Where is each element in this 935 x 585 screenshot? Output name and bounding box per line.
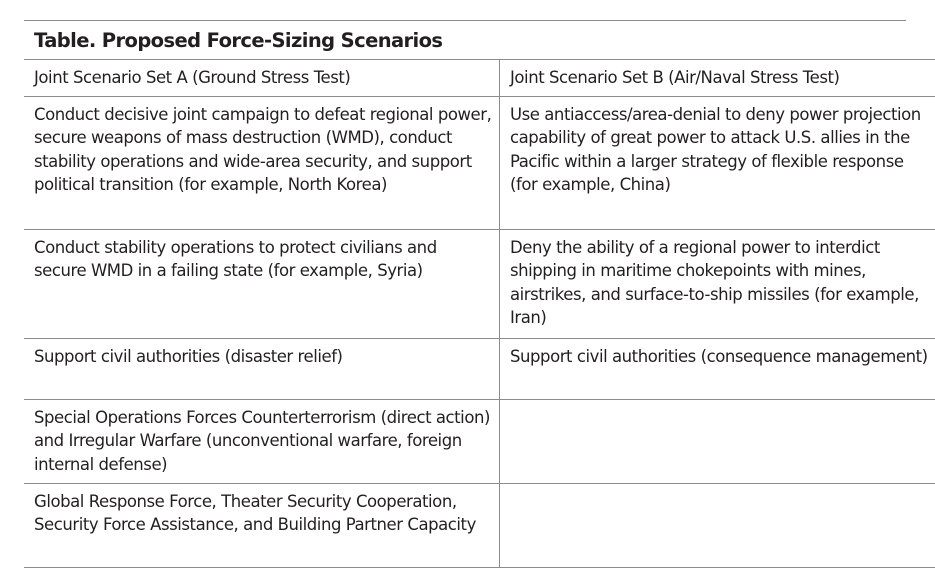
table-row xyxy=(24,229,935,338)
force-sizing-table xyxy=(24,20,928,568)
table-row xyxy=(24,399,935,483)
header-scenario-set-b: Joint Scenario Set B (Air/Naval Stress Test) xyxy=(500,60,935,97)
table-title-row xyxy=(24,20,906,59)
table-row xyxy=(24,96,935,229)
cell-set-b: Use antiaccess/area-denial to deny power projection capability of great power to attack U.S. allies in the Pacific within a larger strategy of flexible response (for example, China) xyxy=(500,96,935,229)
cell-set-b-empty xyxy=(500,483,935,567)
scenario-grid xyxy=(24,59,935,568)
cell-set-a: Global Response Force, Theater Security Cooperation, Security Force Assistance, and Building Partner Capacity xyxy=(24,483,500,567)
header-row xyxy=(24,60,935,97)
header-scenario-set-a: Joint Scenario Set A (Ground Stress Test) xyxy=(24,60,500,97)
cell-set-a: Special Operations Forces Counterterrorism (direct action) and Irregular Warfare (unconventional warfare, foreign internal defense) xyxy=(24,399,500,483)
cell-set-b: Deny the ability of a regional power to interdict shipping in maritime chokepoints with mines, airstrikes, and surface-to-ship missiles (for example, Iran) xyxy=(500,229,935,338)
table-title: Table. Proposed Force-Sizing Scenarios xyxy=(34,28,443,52)
table-row xyxy=(24,483,935,567)
cell-set-a: Support civil authorities (disaster relief) xyxy=(24,338,500,399)
cell-set-b-empty xyxy=(500,399,935,483)
cell-set-a: Conduct decisive joint campaign to defeat regional power, secure weapons of mass destruction (WMD), conduct stability operations and wide-area security, and support political transition (for example, North Korea) xyxy=(24,96,500,229)
table-row xyxy=(24,338,935,399)
cell-set-a: Conduct stability operations to protect civilians and secure WMD in a failing state (for example, Syria) xyxy=(24,229,500,338)
cell-set-b: Support civil authorities (consequence management) xyxy=(500,338,935,399)
